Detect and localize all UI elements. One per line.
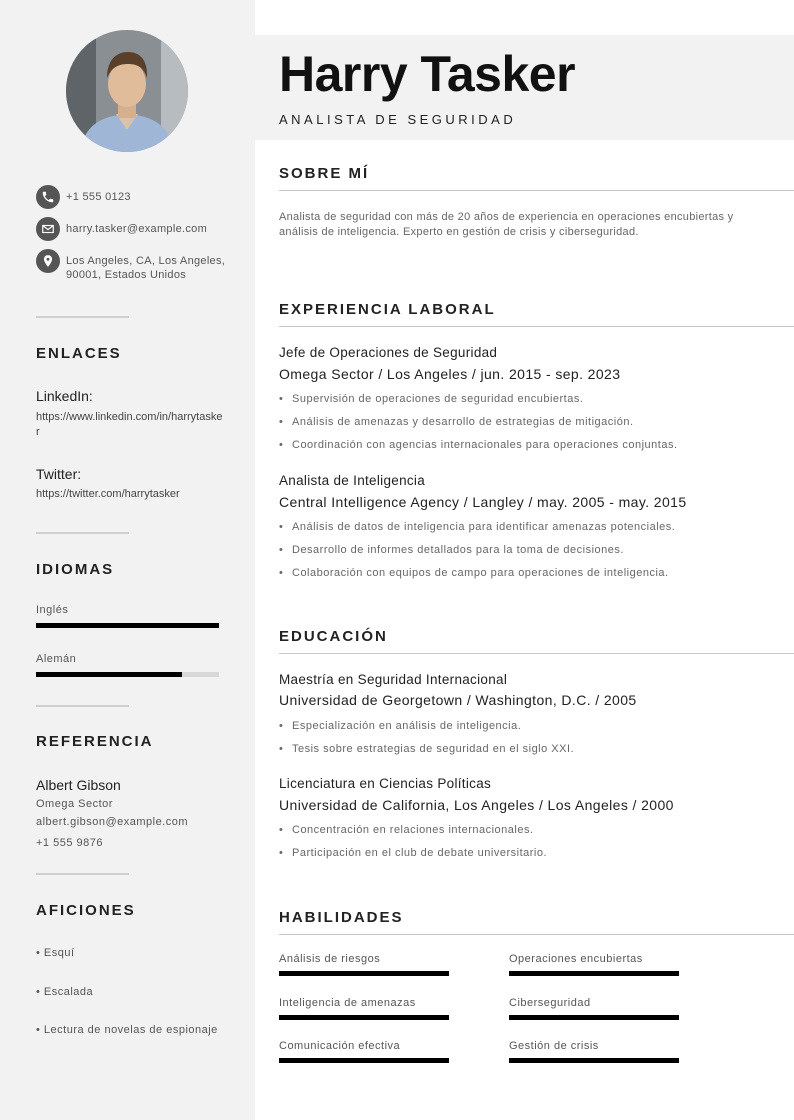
links-heading: ENLACES (36, 345, 122, 362)
hobby-item: • Lectura de novelas de espionaje (36, 1024, 218, 1036)
language-name: Alemán (36, 653, 77, 665)
list-item: • Colaboración con equipos de campo para operaciones de inteligencia. (279, 562, 779, 585)
sidebar-divider (36, 532, 129, 534)
skill-name: Análisis de riesgos (279, 953, 381, 965)
skill-name: Ciberseguridad (509, 997, 591, 1009)
reference-company: Omega Sector (36, 798, 113, 810)
job-subtitle: Central Intelligence Agency / Langley / may. 2005 - may. 2015 (279, 494, 687, 510)
degree-bullets (279, 715, 779, 761)
address-text: Los Angeles, CA, Los Angeles, 90001, Estados Unidos (66, 255, 226, 281)
skill-level-bar (279, 971, 449, 976)
degree-subtitle: Universidad de Georgetown / Washington, D.C. / 2005 (279, 692, 637, 708)
candidate-role: ANALISTA DE SEGURIDAD (279, 112, 517, 127)
skill-level-fill (279, 971, 449, 976)
skill-name: Inteligencia de amenazas (279, 997, 416, 1009)
skill-level-fill (509, 1015, 679, 1020)
linkedin-label: LinkedIn: (36, 388, 93, 404)
skill-name: Gestión de crisis (509, 1040, 599, 1052)
profile-photo-illustration (66, 30, 188, 152)
education-heading: EDUCACIÓN (279, 628, 388, 645)
degree-bullets (279, 819, 779, 865)
degree-title: Licenciatura en Ciencias Políticas (279, 776, 492, 791)
reference-phone: +1 555 9876 (36, 837, 103, 849)
list-item: • Coordinación con agencias internacionales para operaciones conjuntas. (279, 434, 779, 457)
reference-name: Albert Gibson (36, 777, 121, 793)
contact-list (36, 185, 226, 290)
sidebar-divider (36, 873, 129, 875)
language-name: Inglés (36, 604, 69, 616)
section-rule (279, 934, 794, 935)
about-heading: SOBRE MÍ (279, 165, 370, 182)
job-title: Jefe de Operaciones de Seguridad (279, 345, 498, 360)
reference-heading: REFERENCIA (36, 733, 154, 750)
twitter-link[interactable]: https://twitter.com/harrytasker (36, 488, 180, 500)
hobby-item: • Escalada (36, 986, 94, 998)
reference-email: albert.gibson@example.com (36, 816, 189, 828)
contact-email (36, 217, 226, 241)
profile-photo (66, 30, 188, 152)
degree-title: Maestría en Seguridad Internacional (279, 672, 508, 687)
list-item: • Supervisión de operaciones de seguridad encubiertas. (279, 388, 779, 411)
skill-level-fill (509, 1058, 679, 1063)
job-bullets (279, 388, 779, 457)
skill-level-bar (279, 1015, 449, 1020)
skill-level-bar (509, 1015, 679, 1020)
skill-level-fill (279, 1058, 449, 1063)
section-rule (279, 326, 794, 327)
experience-heading: EXPERIENCIA LABORAL (279, 301, 496, 318)
hobbies-heading: AFICIONES (36, 902, 136, 919)
job-subtitle: Omega Sector / Los Angeles / jun. 2015 - sep. 2023 (279, 366, 621, 382)
language-level-bar (36, 623, 219, 628)
linkedin-link[interactable]: https://www.linkedin.com/in/harrytasker (36, 411, 223, 438)
skill-level-fill (509, 971, 679, 976)
contact-address (36, 249, 226, 282)
list-item: • Análisis de datos de inteligencia para identificar amenazas potenciales. (279, 516, 779, 539)
twitter-label: Twitter: (36, 466, 82, 482)
skill-level-bar (279, 1058, 449, 1063)
skill-level-fill (279, 1015, 449, 1020)
job-title: Analista de Inteligencia (279, 473, 426, 488)
skill-level-bar (509, 971, 679, 976)
skills-heading: HABILIDADES (279, 909, 404, 926)
section-rule (279, 653, 794, 654)
contact-phone (36, 185, 226, 209)
sidebar-divider (36, 705, 129, 707)
header (255, 35, 794, 140)
main-content (255, 0, 794, 1120)
list-item: • Participación en el club de debate universitario. (279, 842, 779, 865)
language-level-fill (36, 623, 219, 628)
email-icon (36, 217, 60, 241)
sidebar-divider (36, 316, 129, 318)
degree-subtitle: Universidad de California, Los Angeles / Los Angeles / 2000 (279, 797, 674, 813)
skill-name: Comunicación efectiva (279, 1040, 401, 1052)
phone-text: +1 555 0123 (66, 191, 131, 203)
candidate-name: Harry Tasker (279, 46, 576, 102)
skill-name: Operaciones encubiertas (509, 953, 643, 965)
language-level-bar (36, 672, 219, 677)
language-level-fill (36, 672, 182, 677)
location-pin-icon (36, 249, 60, 273)
skill-level-bar (509, 1058, 679, 1063)
section-rule (279, 190, 794, 191)
list-item: • Concentración en relaciones internacionales. (279, 819, 779, 842)
list-item: • Desarrollo de informes detallados para la toma de decisiones. (279, 539, 779, 562)
hobby-item: • Esquí (36, 947, 75, 959)
list-item: • Especialización en análisis de inteligencia. (279, 715, 779, 738)
phone-icon (36, 185, 60, 209)
languages-heading: IDIOMAS (36, 561, 115, 578)
sidebar (0, 0, 255, 1120)
list-item: • Análisis de amenazas y desarrollo de estrategias de mitigación. (279, 411, 779, 434)
about-text: Analista de seguridad con más de 20 años de experiencia en operaciones encubiertas y análisis de inteligencia. Experto en gestión de crisis y ciberseguridad. (279, 211, 734, 238)
job-bullets (279, 516, 779, 585)
list-item: • Tesis sobre estrategias de seguridad en el siglo XXI. (279, 738, 779, 761)
email-text: harry.tasker@example.com (66, 223, 208, 235)
